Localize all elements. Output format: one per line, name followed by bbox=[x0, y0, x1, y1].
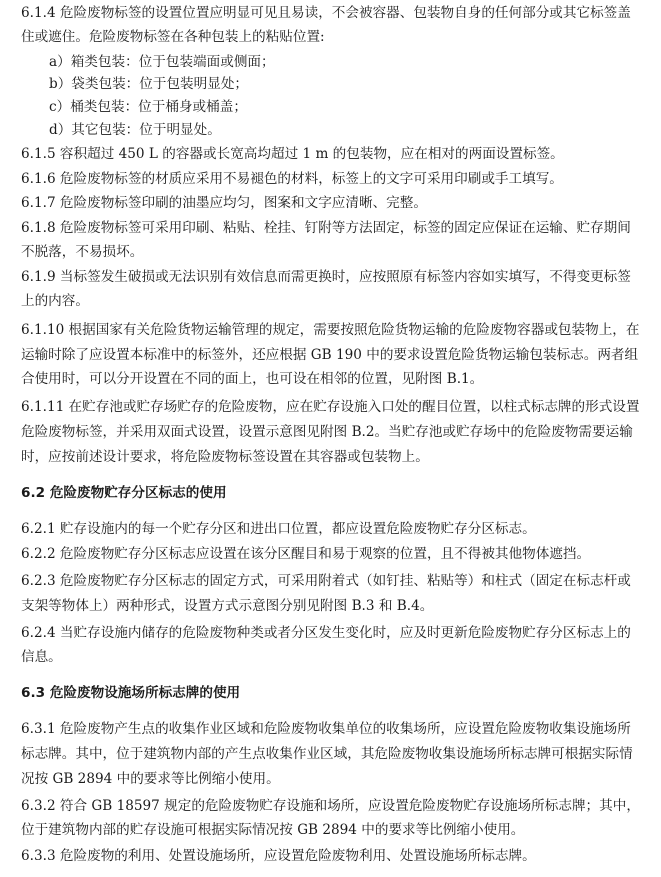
para-6-3-1-line-2: 标志牌。其中，位于建筑物内部的产生点收集作业区域，其危险废物收集设施场所标志牌可根据实际情 bbox=[21, 746, 633, 762]
para-6-3-1-line-3: 况按 GB 2894 中的要求等比例缩小使用。 bbox=[21, 771, 280, 787]
para-6-1-10-line-1: 6.1.10 根据国家有关危险货物运输管理的规定，需要按照危险货物运输的危险废物容器或包装物上，在 bbox=[21, 322, 640, 338]
para-6-3-2-line-1: 6.3.2 符合 GB 18597 规定的危险废物贮存设施和场所，应设置危险废物贮存设施场所标志牌；其中， bbox=[21, 798, 640, 814]
para-6-1-10-line-3: 合使用时，可以分开设置在不同的面上，也可设在相邻的位置，见附图 B.1。 bbox=[21, 371, 484, 387]
para-6-1-7: 6.1.7 危险废物标签印刷的油墨应均匀，图案和文字应清晰、完整。 bbox=[21, 195, 427, 211]
para-6-1-11-line-3: 时，应按前述设计要求，将危险废物标签设置在其容器或包装物上。 bbox=[21, 449, 429, 465]
list-item-b: b）袋类包装：位于包装明显处； bbox=[49, 76, 249, 92]
para-6-1-8-line-1: 6.1.8 危险废物标签可采用印刷、粘贴、栓挂、钉附等方法固定，标签的固定应保证在运输、贮存期间 bbox=[21, 220, 631, 236]
para-6-1-8-line-2: 不脱落，不易损坏。 bbox=[21, 244, 144, 260]
list-item-c: c）桶类包装：位于桶身或桶盖； bbox=[49, 99, 247, 115]
para-6-3-3: 6.3.3 危险废物的利用、处置设施场所，应设置危险废物利用、处置设施场所标志牌。 bbox=[21, 848, 536, 864]
para-6-2-4-line-2: 信息。 bbox=[21, 649, 62, 665]
section-heading-6-2: 6.2 危险废物贮存分区标志的使用 bbox=[21, 485, 227, 501]
para-6-1-9-line-2: 上的内容。 bbox=[21, 293, 89, 309]
para-6-1-11-line-1: 6.1.11 在贮存池或贮存场贮存的危险废物，应在贮存设施入口处的醒目位置，以柱式标志牌的形式设置 bbox=[21, 399, 640, 415]
para-6-2-3-line-1: 6.2.3 危险废物贮存分区标志的固定方式，可采用附着式（如钉挂、粘贴等）和柱式（固定在标志杆或 bbox=[21, 573, 631, 589]
para-6-3-1-line-1: 6.3.1 危险废物产生点的收集作业区域和危险废物收集单位的收集场所，应设置危险废物收集设施场所 bbox=[21, 721, 631, 737]
para-6-2-1: 6.2.1 贮存设施内的每一个贮存分区和进出口位置，都应设置危险废物贮存分区标志。 bbox=[21, 521, 536, 537]
para-6-3-2-line-2: 位于建筑物内部的贮存设施可根据实际情况按 GB 2894 中的要求等比例缩小使用。 bbox=[21, 822, 525, 838]
list-item-a: a）箱类包装：位于包装端面或侧面； bbox=[49, 54, 275, 70]
section-heading-6-3: 6.3 危险废物设施场所标志牌的使用 bbox=[21, 685, 241, 701]
list-item-d: d）其它包装：位于明显处。 bbox=[49, 122, 221, 138]
para-6-1-10-line-2: 运输时除了应设置本标准中的标签外，还应根据 GB 190 中的要求设置危险货物运输包装标志。两者组 bbox=[21, 347, 639, 363]
para-6-1-4-line-2: 住或遮住。危险废物标签在各种包装上的粘贴位置: bbox=[21, 29, 325, 45]
para-6-2-2: 6.2.2 危险废物贮存分区标志应设置在该分区醒目和易于观察的位置，且不得被其他物体遮挡。 bbox=[21, 546, 591, 562]
para-6-1-5: 6.1.5 容积超过 450 L 的容器或长宽高均超过 1 m 的包装物，应在相对的两面设置标签。 bbox=[21, 146, 564, 162]
para-6-1-9-line-1: 6.1.9 当标签发生破损或无法识别有效信息而需更换时，应按照原有标签内容如实填写，不得变更标签 bbox=[21, 269, 631, 285]
para-6-2-3-line-2: 支架等物体上）两种形式，设置方式示意图分别见附图 B.3 和 B.4。 bbox=[21, 598, 434, 614]
para-6-2-4-line-1: 6.2.4 当贮存设施内储存的危险废物种类或者分区发生变化时，应及时更新危险废物贮存分区标志上的 bbox=[21, 625, 631, 641]
para-6-1-11-line-2: 危险废物标签，并采用双面式设置，设置示意图见附图 B.2。当贮存池或贮存场中的危险废物需要运输 bbox=[21, 424, 633, 440]
para-6-1-6: 6.1.6 危险废物标签的材质应采用不易褪色的材料，标签上的文字可采用印刷或手工填写。 bbox=[21, 171, 563, 187]
para-6-1-4-line-1: 6.1.4 危险废物标签的设置位置应明显可见且易读，不会被容器、包装物自身的任何部分或其它标签盖 bbox=[21, 5, 631, 21]
